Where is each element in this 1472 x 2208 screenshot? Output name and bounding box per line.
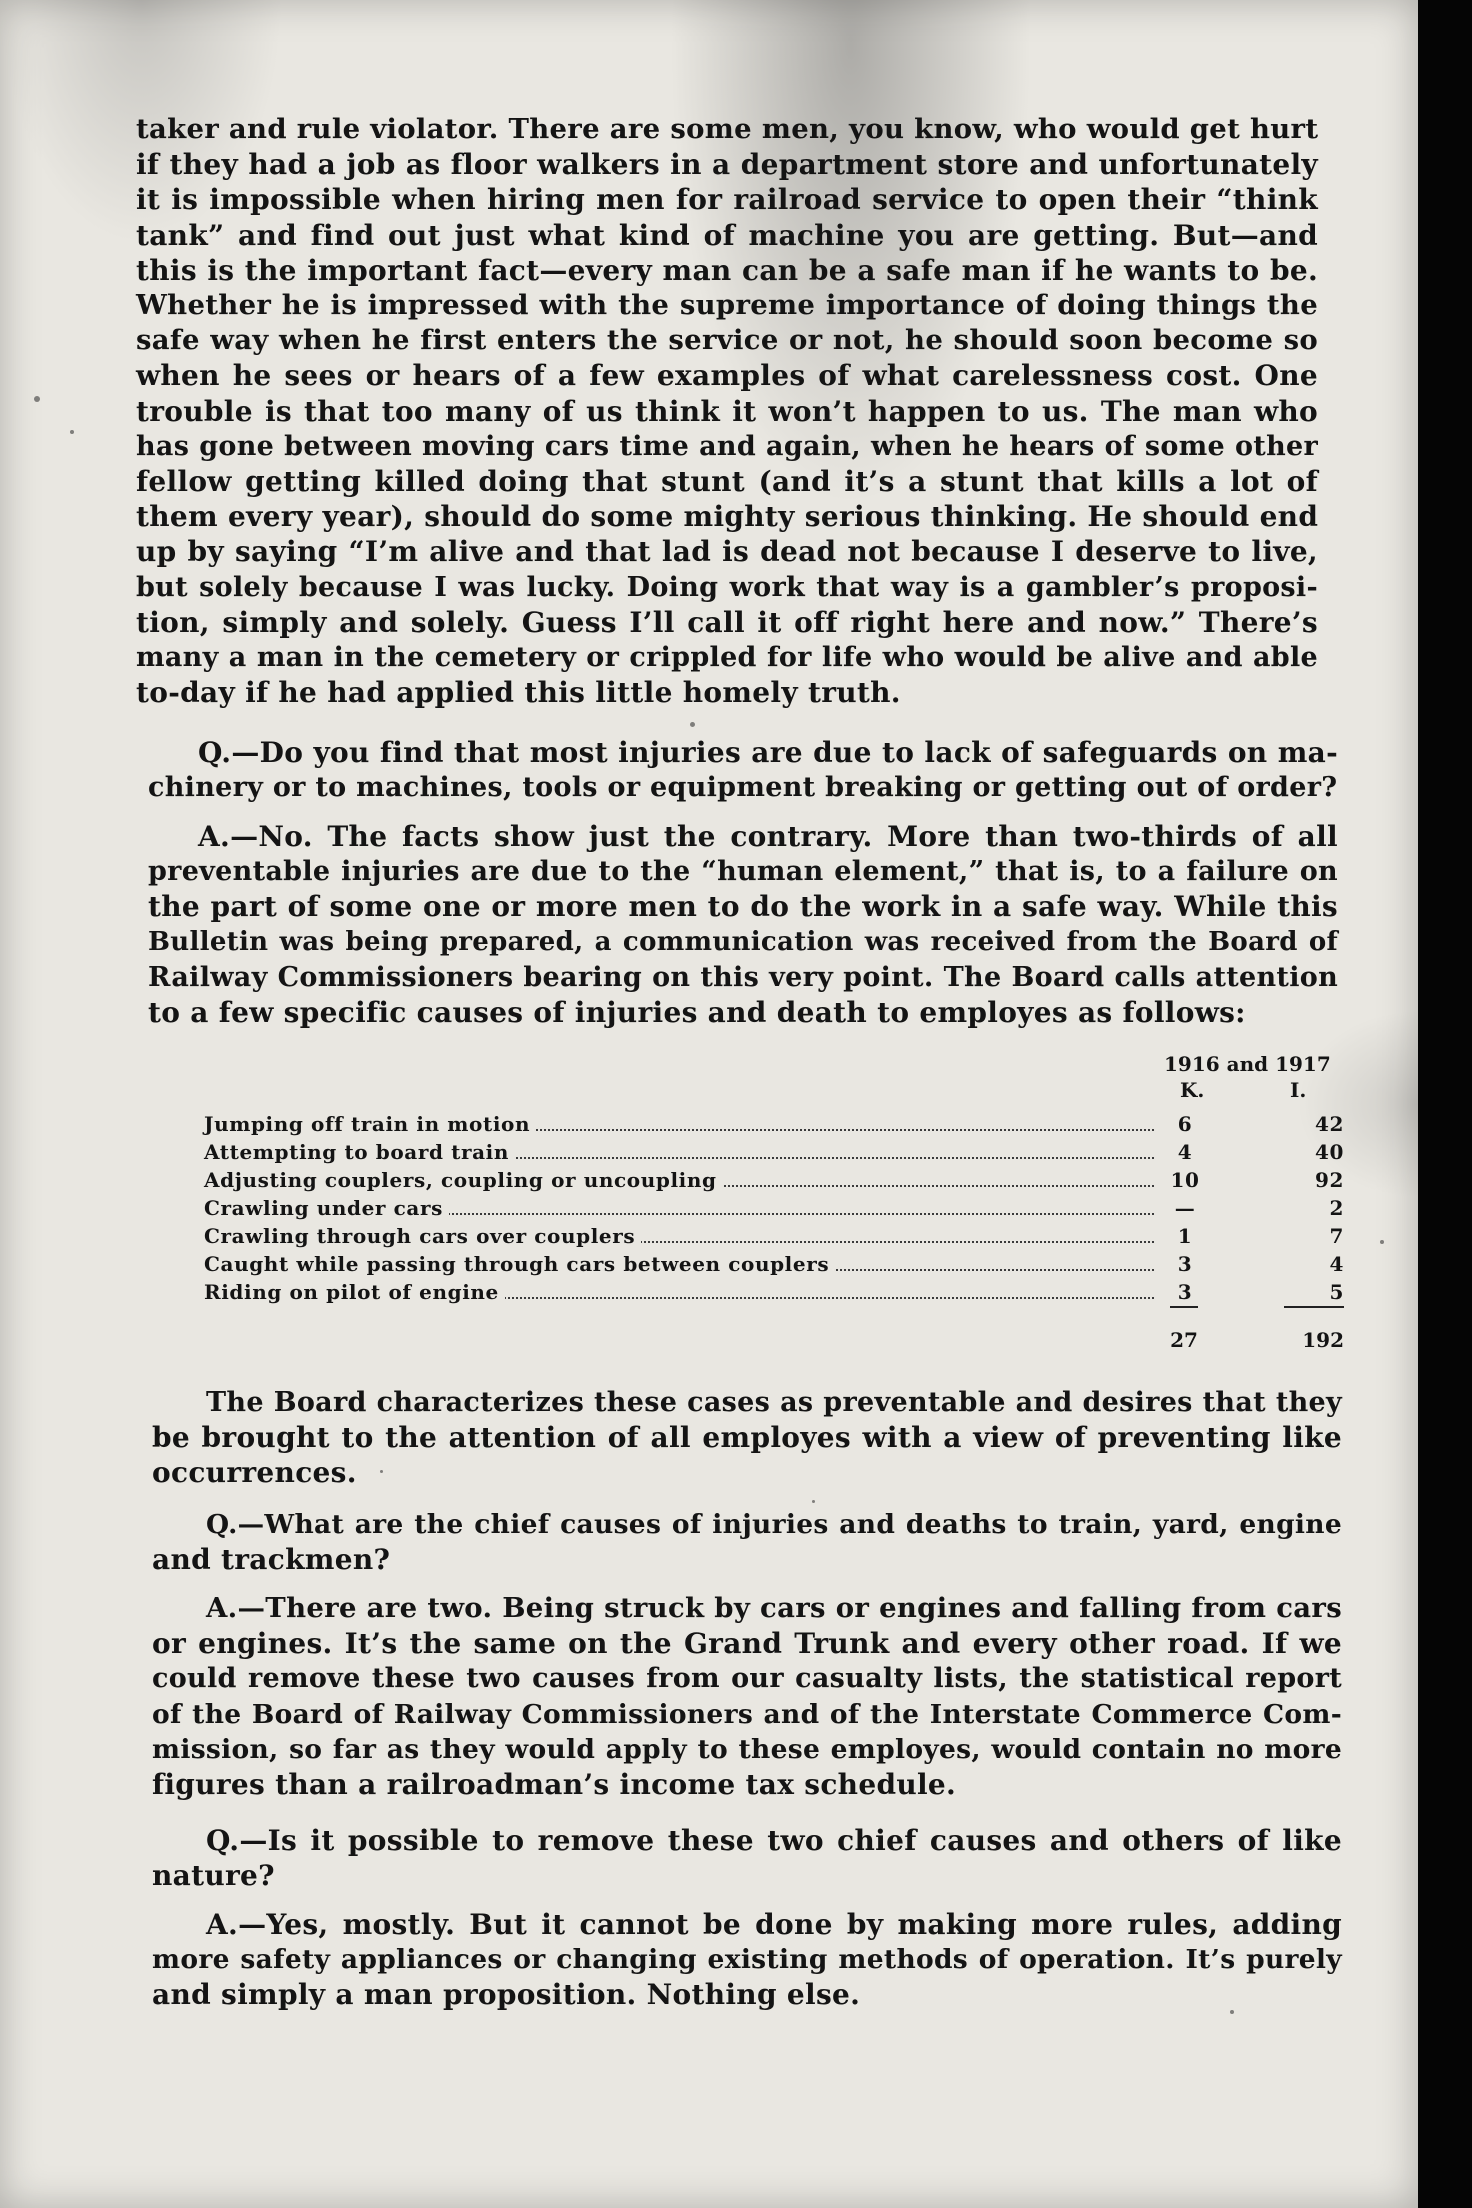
text-line: trouble is that too many of us think it won’t happen to us. The man who	[136, 394, 1318, 428]
text-line: it is impossible when hiring men for railroad service to open their “think	[136, 183, 1318, 217]
answer-1	[148, 819, 1338, 1030]
period-header: 1916 and 1917	[1164, 1052, 1331, 1076]
text-line: this is the important fact—every man can be a safe man if he wants to be.	[136, 253, 1318, 287]
text-line: tank” and find out just what kind of machine you are getting. But—and	[136, 218, 1318, 252]
killed-value: —	[1174, 1196, 1196, 1220]
killed-value: 3	[1177, 1280, 1193, 1304]
text-line: occurrences.	[152, 1456, 357, 1490]
killed-total: 27	[1170, 1328, 1198, 1352]
text-line: The Board characterizes these cases as preventable and desires that they	[206, 1387, 1342, 1418]
text-line: Q.—What are the chief causes of injuries and deaths to train, yard, engine	[206, 1509, 1342, 1540]
text-line: A.—No. The facts show just the contrary. More than two-thirds of all	[198, 820, 1338, 853]
text-line: and trackmen?	[152, 1543, 391, 1577]
question-1	[148, 735, 1338, 805]
cause-label: Crawling through cars over couplers	[204, 1224, 641, 1248]
text-line: Whether he is impressed with the supreme importance of doing things the	[136, 289, 1318, 322]
killed-value: 3	[1177, 1252, 1193, 1276]
text-line: safe way when he first enters the service or not, he should soon become so	[136, 324, 1318, 357]
injured-value: 40	[1314, 1140, 1344, 1164]
text-line: but solely because I was lucky. Doing work that way is a gambler’s proposi-	[136, 571, 1318, 603]
killed-value: 10	[1170, 1168, 1200, 1192]
question-3	[152, 1823, 1342, 1893]
text-line: preventable injuries are due to the “human element,” that is, to a failure on	[148, 856, 1338, 888]
injured-value: 4	[1329, 1252, 1344, 1276]
text-line: to a few specific causes of injuries and death to employes as follows:	[148, 996, 1246, 1030]
injured-value: 5	[1329, 1280, 1344, 1304]
cause-label: Caught while passing through cars between couplers	[204, 1252, 835, 1276]
text-line: Q.—Do you find that most injuries are due to lack of safeguards on ma-	[198, 736, 1338, 769]
text-line: mission, so far as they would apply to these employes, would contain no more	[152, 1733, 1342, 1765]
killed-column-header: K.	[1180, 1078, 1205, 1102]
text-line: nature?	[152, 1859, 275, 1893]
text-line: of the Board of Railway Commissioners and of the Interstate Commerce Com-	[152, 1698, 1342, 1730]
cause-label: Riding on pilot of engine	[204, 1280, 505, 1304]
killed-total-rule	[1170, 1306, 1198, 1308]
text-line: or engines. It’s the same on the Grand Trunk and every other road. If we	[152, 1627, 1342, 1661]
table-row	[204, 1224, 1344, 1252]
injured-value: 2	[1329, 1196, 1344, 1220]
table-row	[204, 1140, 1344, 1168]
table-row	[204, 1252, 1344, 1280]
cause-label: Jumping off train in motion	[204, 1112, 536, 1136]
text-line: when he sees or hears of a few examples of what carelessness cost. One	[136, 359, 1318, 393]
text-line: if they had a job as floor walkers in a department store and unfortunately	[136, 148, 1318, 182]
text-line: them every year), should do some mighty serious thinking. He should end	[136, 500, 1319, 534]
text-line: more safety appliances or changing existing methods of operation. It’s purely	[152, 1944, 1342, 1976]
table-row	[204, 1112, 1344, 1140]
answer-3	[152, 1907, 1342, 2013]
cause-label: Adjusting couplers, coupling or uncoupling	[204, 1168, 723, 1192]
text-line: fellow getting killed doing that stunt (and it’s a stunt that kills a lot of	[136, 465, 1318, 499]
injured-value: 42	[1314, 1112, 1344, 1136]
killed-value: 6	[1177, 1112, 1193, 1136]
text-line: has gone between moving cars time and again, when he hears of some other	[136, 430, 1318, 462]
injured-total-rule	[1284, 1306, 1344, 1308]
injured-total: 192	[1302, 1328, 1344, 1352]
text-line: Q.—Is it possible to remove these two chief causes and others of like	[206, 1824, 1342, 1857]
text-line: the part of some one or more men to do the work in a safe way. While this	[148, 890, 1338, 924]
text-line: could remove these two causes from our casualty lists, the statistical report	[152, 1663, 1342, 1695]
answer-2	[152, 1591, 1342, 1802]
text-line: tion, simply and solely. Guess I’ll call it off right here and now.” There’s	[136, 605, 1318, 639]
board-statement	[152, 1385, 1342, 1491]
injury-statistics-table	[204, 1052, 1344, 1372]
killed-value: 4	[1177, 1140, 1193, 1164]
injured-value: 7	[1329, 1224, 1344, 1248]
text-line: figures than a railroadman’s income tax schedule.	[152, 1768, 957, 1802]
question-2	[152, 1507, 1342, 1577]
table-row	[204, 1168, 1344, 1196]
text-line: chinery or to machines, tools or equipment breaking or getting out of order?	[148, 772, 1338, 804]
killed-value: 1	[1177, 1224, 1193, 1248]
table-row	[204, 1280, 1344, 1308]
text-line: Bulletin was being prepared, a communication was received from the Board of	[148, 926, 1338, 957]
text-line: taker and rule violator. There are some men, you know, who would get hurt	[136, 113, 1319, 145]
text-line: be brought to the attention of all employes with a view of preventing like	[152, 1421, 1342, 1455]
text-line: up by saying “I’m alive and that lad is dead not because I deserve to live,	[136, 535, 1318, 569]
text-line: A.—Yes, mostly. But it cannot be done by making more rules, adding	[206, 1908, 1342, 1941]
text-line: to-day if he had applied this little homely truth.	[136, 676, 901, 710]
injured-value: 92	[1314, 1168, 1344, 1192]
text-line: Railway Commissioners bearing on this very point. The Board calls attention	[148, 961, 1338, 993]
cause-label: Crawling under cars	[204, 1196, 449, 1220]
text-line: many a man in the cemetery or crippled for life who would be alive and able	[136, 642, 1318, 674]
table-row	[204, 1196, 1344, 1224]
injured-column-header: I.	[1290, 1078, 1307, 1102]
text-line: A.—There are two. Being struck by cars or engines and falling from cars	[206, 1592, 1342, 1624]
cause-label: Attempting to board train	[204, 1140, 515, 1164]
text-line: and simply a man proposition. Nothing else.	[152, 1978, 861, 2012]
scan-border	[1418, 0, 1472, 2208]
